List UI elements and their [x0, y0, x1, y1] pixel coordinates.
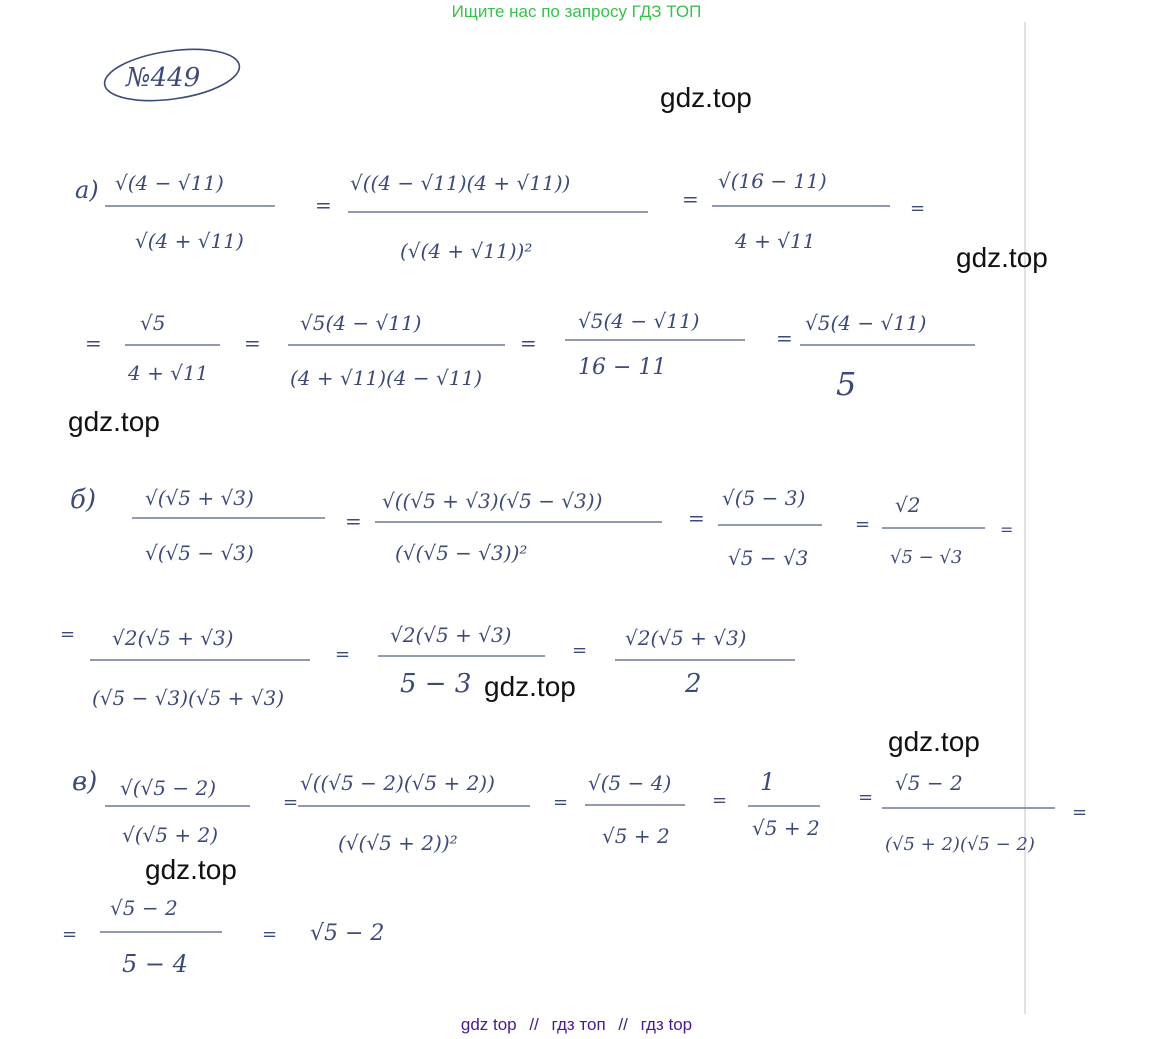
- equals-sign: =: [283, 792, 299, 813]
- equals-sign: =: [855, 514, 871, 535]
- top-banner: Ищите нас по запросу ГДЗ ТОП: [451, 2, 702, 21]
- equals-sign: =: [572, 640, 588, 661]
- equals-sign: =: [62, 924, 78, 945]
- part-c-l1-t4-num: 1: [760, 768, 776, 796]
- equals-sign: =: [345, 509, 362, 533]
- footer-link[interactable]: gdz top: [460, 1015, 517, 1034]
- watermark: gdz.top: [660, 82, 752, 113]
- part-a: [75, 169, 975, 403]
- part-b-l2-t1-num: √2(√5 + √3): [112, 626, 234, 650]
- part-c-l1-t2-num: √((√5 − 2)(√5 + 2)): [300, 771, 495, 795]
- equals-sign: =: [553, 792, 569, 813]
- equals-sign: =: [776, 326, 793, 350]
- footer-separator: //: [529, 1015, 539, 1034]
- part-c-l1-t5-num: √5 − 2: [895, 771, 963, 795]
- part-b-l2-t2-den: 5 − 3: [400, 669, 472, 699]
- watermark: gdz.top: [145, 854, 237, 885]
- part-b-l1-t1-num: √(√5 + √3): [145, 486, 254, 510]
- part-a-l1-t2-den: (√(4 + √11))²: [400, 239, 533, 263]
- problem-number: [101, 42, 242, 108]
- part-b-l2-t2-num: √2(√5 + √3): [390, 623, 512, 647]
- part-b-l2-t1-den: (√5 − √3)(√5 + √3): [92, 686, 285, 710]
- equals-sign: =: [520, 331, 537, 355]
- part-a-l2-t2-num: √5(4 − √11): [300, 311, 422, 335]
- part-b-l1-t2-num: √((√5 + √3)(√5 − √3)): [382, 489, 603, 513]
- footer-separator: //: [618, 1015, 628, 1034]
- equals-sign: =: [910, 198, 926, 219]
- part-b-l1-t4-num: √2: [895, 493, 921, 517]
- part-c-l1-t3-num: √(5 − 4): [588, 771, 672, 795]
- part-c-l1-t1-den: √(√5 + 2): [122, 823, 219, 847]
- part-a-l2-t2-den: (4 + √11)(4 − √11): [290, 366, 482, 390]
- part-b-label: б): [70, 485, 97, 515]
- problem-number-text: №449: [126, 63, 201, 93]
- part-b-l1-t4-den: √5 − √3: [890, 547, 963, 568]
- footer: [0, 1015, 1153, 1035]
- part-b-l1-t3-den: √5 − √3: [728, 546, 809, 570]
- equals-sign: =: [682, 187, 699, 211]
- part-c-l2-t1-den: 5 − 4: [122, 950, 188, 978]
- part-c-l1-t4-den: √5 + 2: [752, 816, 820, 840]
- equals-sign: =: [1072, 802, 1088, 823]
- part-b-l2-t3-den: 2: [685, 669, 702, 699]
- part-a-l2-t4-den: 5: [836, 365, 857, 403]
- part-b-l2-t3-num: √2(√5 + √3): [625, 626, 747, 650]
- part-a-label: а): [75, 176, 99, 204]
- part-a-l2-t1-den: 4 + √11: [128, 361, 209, 385]
- equals-sign: =: [60, 624, 76, 645]
- part-c-l2-t1-num: √5 − 2: [110, 896, 178, 920]
- part-a-l2-t4-num: √5(4 − √11): [805, 311, 927, 335]
- part-a-l1-t3-den: 4 + √11: [735, 229, 816, 253]
- equals-sign: =: [712, 790, 728, 811]
- part-b-l1-t2-den: (√(√5 − √3))²: [395, 541, 528, 565]
- equals-sign: =: [244, 331, 261, 355]
- part-b-l1-t1-den: √(√5 − √3): [145, 541, 254, 565]
- watermark: gdz.top: [956, 242, 1048, 273]
- equals-sign: =: [262, 924, 278, 945]
- part-b-l1-t3-num: √(5 − 3): [722, 486, 806, 510]
- part-c-result: √5 − 2: [310, 921, 385, 946]
- footer-link[interactable]: гдз top: [640, 1015, 693, 1034]
- watermark: gdz.top: [888, 726, 980, 757]
- part-a-l1-t2-num: √((4 − √11)(4 + √11)): [350, 171, 571, 195]
- equals-sign: =: [1000, 520, 1014, 539]
- part-a-l2-t3-den: 16 − 11: [578, 355, 667, 380]
- equals-sign: =: [85, 331, 102, 355]
- part-c-l1-t5-den: (√5 + 2)(√5 − 2): [885, 834, 1035, 855]
- part-c-label: в): [72, 767, 98, 797]
- equals-sign: =: [315, 193, 332, 217]
- part-a-l1-t1-den: √(4 + √11): [135, 229, 244, 253]
- part-c-l1-t1-num: √(√5 − 2): [120, 776, 217, 800]
- equals-sign: =: [335, 644, 351, 665]
- part-a-l2-t3-num: √5(4 − √11): [578, 309, 700, 333]
- part-a-l2-t1-num: √5: [140, 311, 166, 335]
- equals-sign: =: [688, 506, 705, 530]
- footer-link[interactable]: гдз топ: [551, 1015, 606, 1034]
- equals-sign: =: [858, 787, 874, 808]
- watermark: gdz.top: [484, 671, 576, 702]
- part-a-l1-t1-num: √(4 − √11): [115, 171, 224, 195]
- watermark: gdz.top: [68, 406, 160, 437]
- part-c-l1-t3-den: √5 + 2: [602, 824, 670, 848]
- part-a-l1-t3-num: √(16 − 11): [718, 169, 827, 193]
- part-c-l1-t2-den: (√(√5 + 2))²: [338, 831, 458, 855]
